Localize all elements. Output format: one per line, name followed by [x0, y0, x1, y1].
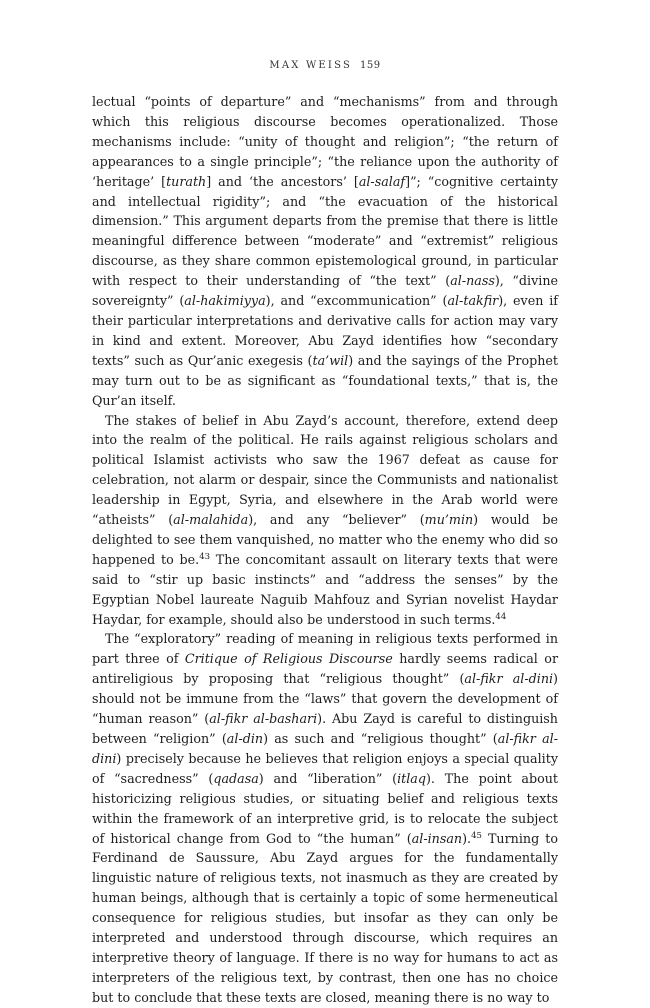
text-run: The concomitant assault on literary texts that were said to “stir up basic instincts” and “address the senses” by the Egyptian Nobel laureate Naguib Mahfouz and Syrian novelist Haydar Haydar, for example, should also be understood in such terms. — [92, 551, 558, 627]
text-run: The stakes of belief in Abu Zayd’s account, therefore, extend deep into the realm of the political. He rails against religious scholars and political Islamist activists who saw the 1967 defeat as cause for celebration, not alarm or despair, since the Communists and nationalist leadership in Egypt, Syria, and elsewhere in the Arab world were “atheists” ( — [92, 412, 558, 528]
text-run: ] and ‘the ancestors’ [ — [206, 173, 359, 189]
italic-term: al-salaf — [358, 173, 406, 189]
italic-term: qadasa — [213, 770, 259, 786]
text-run: hardly seems radical or antireligious by proposing that “religious thought” ( — [92, 651, 559, 687]
text-run: lectual “points of departure” and “mechanisms” from and through which this religious discourse becomes operationalized. Those mechanisms include: “unity of thought and religion”; “the return of appearances to a single principle”; “the reliance upon the authority of ‘heritage’ [ — [92, 94, 558, 189]
text-run: Turning to Ferdinand de Saussure, Abu Zayd argues for the fundamentally linguistic nature of religious texts, not inasmuch as they are created by human beings, although that is certainly a topic of some hermeneutical consequence for religious studies, but insofar as they can only be interpreted and understood through discourse, which requires an interpretive theory of language. If there is no way for humans to act as interpreters of the religious text, by contrast, then one has no choice but to conclude that these texts are closed, meaning there is no way to — [92, 830, 558, 1005]
paragraph — [92, 92, 558, 411]
text-run: ) should not be immune from the “laws” that govern the development of “human reason” ( — [92, 671, 558, 727]
footnote-ref: 43 — [199, 551, 211, 562]
text-run: ), and “excommunication” ( — [265, 293, 448, 309]
footnote-ref: 44 — [495, 611, 507, 622]
italic-term: al-hakimiyya — [184, 293, 266, 309]
page-number: 159 — [360, 60, 381, 71]
italic-term: ta’wil — [312, 352, 349, 368]
italic-term: al-malahida — [173, 512, 249, 528]
text-run: ), and any “believer” ( — [248, 512, 425, 528]
text-run: ) as such and “religious thought” ( — [263, 731, 498, 746]
running-head-author: MAX WEISS — [269, 60, 353, 71]
paragraph — [92, 629, 558, 1007]
paragraph — [92, 411, 558, 630]
text-run: ). Abu Zayd is careful to distinguish between “religion” ( — [92, 711, 558, 746]
italic-term: al-din — [226, 731, 264, 746]
footnote-ref: 45 — [471, 830, 482, 841]
text-run: ) and “liberation” ( — [258, 770, 398, 786]
text-run: ), “divine sovereignty” ( — [92, 273, 558, 309]
body-text — [92, 92, 558, 1008]
italic-term: al-fikr al-bashari — [209, 711, 318, 727]
italic-term: al-fikr al-dini — [464, 671, 554, 687]
text-run: ). — [462, 830, 472, 846]
italic-term: al-insan — [411, 830, 463, 846]
text-run: ) precisely because he believes that religion enjoys a special quality of “sacredness” ( — [92, 750, 558, 786]
text-run: ). The point about historicizing religious studies, or situating belief and religious texts within the framework of an interpretive grid, is to relocate the subject of historical change from God to “the human” ( — [92, 770, 559, 846]
italic-term: al-fikr al-dini — [92, 731, 558, 766]
text-run: The “exploratory” reading of meaning in religious texts performed in part three of — [92, 631, 558, 667]
text-run: ) would be delighted to see them vanquished, no matter who the enemy who did so happened to be. — [92, 512, 559, 567]
text-run: ) and the sayings of the Prophet may turn out to be as significant as “foundational texts,” that is, the Qur’an itself. — [92, 352, 558, 408]
text-run: ), even if their particular interpretations and derivative calls for action may vary in kind and extent. Moreover, Abu Zayd identifies how “secondary texts” such as Qur’anic exegesis ( — [92, 293, 558, 368]
italic-term: turath — [166, 173, 207, 189]
text-run: ]”; “cognitive certainty and intellectual rigidity”; and “the evacuation of the historical dimension.” This argument departs from the premise that there is little meaningful difference between “moderate” and “extremist” religious discourse, as they share common epistemological ground, in particular with respect to their understanding of “the text” ( — [92, 173, 558, 289]
italic-term: al-takfir — [447, 293, 499, 309]
italic-term: al-nass — [450, 273, 495, 289]
italic-term: Critique of Religious Discourse — [184, 651, 393, 667]
running-header — [0, 60, 650, 71]
italic-term: itlaq — [397, 770, 426, 786]
italic-term: mu’min — [424, 512, 474, 528]
